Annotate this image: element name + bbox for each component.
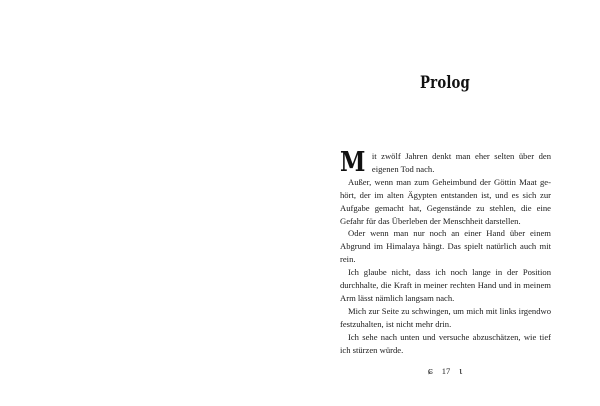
right-flourish-icon: ɩ (459, 365, 463, 378)
drop-cap: M (340, 147, 366, 178)
paragraph: Außer, wenn man zum Geheimbund der Göttin Maat gehört, der im alten Ägypten entstanden ist, und es sich zur Aufgabe gemacht hat, Gegenstände zu stehlen, die eine Gefahr für das Überleben der Menschheit darstellen. (340, 176, 551, 226)
paragraph (340, 147, 551, 178)
chapter-title: Prolog (420, 73, 470, 93)
body-text (340, 147, 551, 357)
paragraph: Ich glaube nicht, dass ich noch lange in der Position durchhalte, die Kraft in meiner rechten Hand und in meinem Arm lässt nämlich langsam nach. (340, 267, 551, 303)
page-folio (420, 365, 470, 377)
paragraph-text: it zwölf Jahren denkt man eher selten über den eigenen Tod nach. (371, 151, 551, 174)
paragraph: Ich sehe nach unten und versuche abzuschätzen, wie tief ich stürzen würde. (340, 331, 551, 355)
page-number: 17 (441, 366, 451, 377)
paragraph: Mich zur Seite zu schwingen, um mich mit links irgendwo festzuhalten, ist nicht mehr drin. (340, 305, 551, 329)
paragraph: Oder wenn man nur noch an einer Hand über einem Abgrund im Himalaya hängt. Das spielt natürlich auch mit rein. (340, 228, 551, 265)
left-flourish-icon: ɕ (427, 365, 433, 378)
